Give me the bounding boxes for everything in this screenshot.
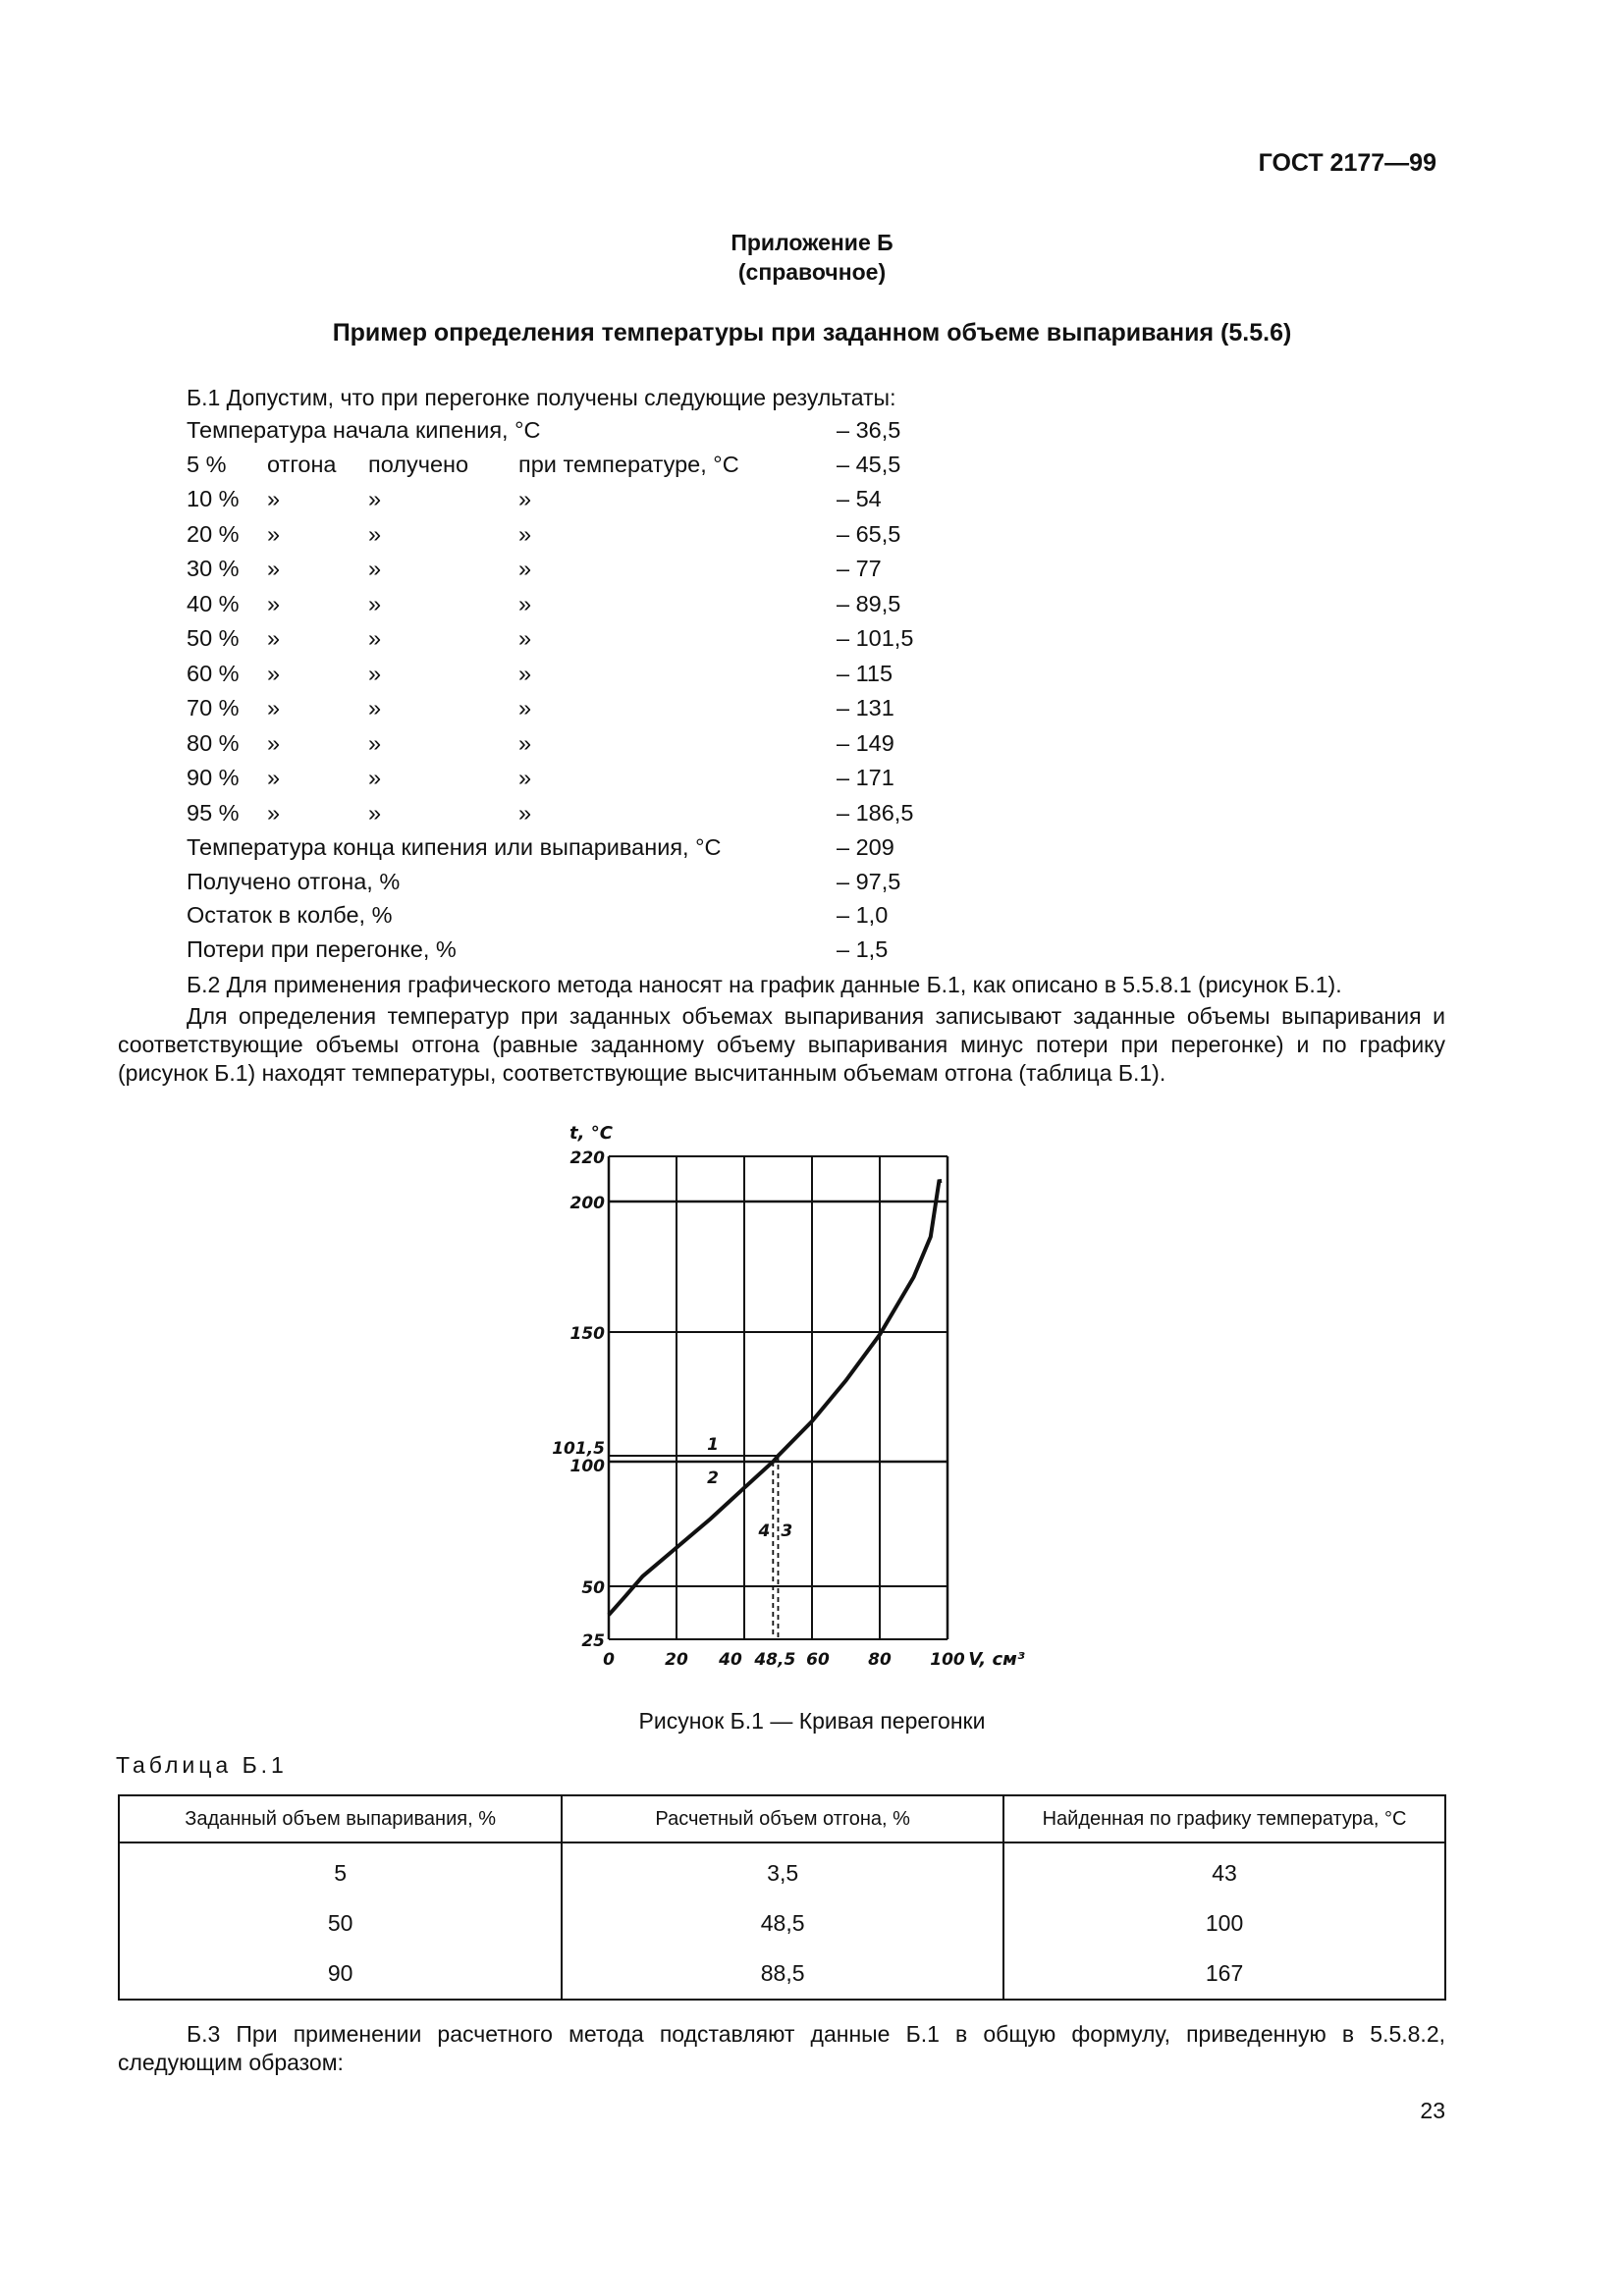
- x-tick-label: 40: [719, 1650, 742, 1670]
- table-header-row: [119, 1795, 1445, 1842]
- distillation-chart: [545, 1114, 1036, 1683]
- ditto-mark: »: [368, 556, 382, 581]
- ditto-mark: »: [518, 520, 532, 547]
- curve-annotation-label: 2: [707, 1468, 719, 1488]
- result-label: Температура конца кипения или выпаривания, °С: [187, 834, 722, 860]
- result-value: – 115: [837, 660, 893, 686]
- ditto-mark: »: [518, 556, 532, 581]
- table-header: Расчетный объем отгона, %: [562, 1795, 1003, 1842]
- result-value: – 77: [837, 556, 882, 581]
- table-caption: Таблица Б.1: [116, 1752, 288, 1778]
- x-tick-label: 48,5: [754, 1650, 796, 1670]
- ditto-mark: »: [368, 799, 382, 826]
- ditto-mark: »: [368, 486, 382, 511]
- result-value: – 97,5: [837, 868, 901, 894]
- figure-caption: Рисунок Б.1 — Кривая перегонки: [638, 1708, 986, 1734]
- table-cell: 3,5: [562, 1842, 1003, 1898]
- ditto-mark: »: [518, 625, 532, 651]
- curve-annotation-label: 1: [707, 1435, 719, 1455]
- result-value: – 65,5: [837, 520, 901, 547]
- result-label: Потери при перегонке, %: [187, 935, 457, 962]
- x-axis-label: V, см³: [968, 1649, 1025, 1670]
- results-table: [118, 1794, 1446, 2001]
- table-cell: 5: [119, 1842, 562, 1898]
- ditto-mark: »: [518, 729, 532, 756]
- x-tick-label: 100: [930, 1650, 965, 1670]
- ditto-mark: »: [267, 765, 281, 790]
- result-pct: 10 %: [187, 486, 240, 511]
- result-pct: 20 %: [187, 520, 240, 547]
- ditto-mark: »: [368, 765, 382, 790]
- result-value: – 54: [837, 486, 882, 511]
- table-header: Заданный объем выпаривания, %: [119, 1795, 562, 1842]
- ditto-mark: »: [368, 729, 382, 756]
- result-value: – 171: [837, 765, 894, 790]
- table-cell: 43: [1003, 1842, 1445, 1898]
- ditto-mark: »: [368, 660, 382, 686]
- result-value: – 186,5: [837, 799, 914, 826]
- curve-annotation-label: 4: [758, 1522, 771, 1542]
- ditto-mark: »: [368, 625, 382, 651]
- x-tick-label: 20: [665, 1650, 688, 1670]
- table-cell: 90: [119, 1949, 562, 2000]
- page-number: 23: [1420, 2098, 1445, 2123]
- result-label: Получено отгона, %: [187, 868, 401, 894]
- result-value: – 45,5: [837, 452, 901, 477]
- table-cell: 167: [1003, 1949, 1445, 2000]
- result-pct: 70 %: [187, 695, 240, 721]
- ditto-mark: »: [518, 765, 532, 790]
- y-tick-label: 150: [569, 1324, 605, 1344]
- chart-labels: [552, 1123, 1025, 1670]
- ditto-mark: »: [518, 799, 532, 826]
- y-axis-label: t, °C: [569, 1123, 613, 1144]
- section-title: Пример определения температуры при заданном объеме выпаривания (5.5.6): [332, 319, 1292, 347]
- table-cell: 88,5: [562, 1949, 1003, 2000]
- ditto-mark: »: [267, 625, 281, 651]
- result-value: – 131: [837, 695, 894, 721]
- table-header: Найденная по графику температура, °С: [1003, 1795, 1445, 1842]
- result-label: Температура начала кипения, °С: [187, 417, 541, 443]
- paragraph-b1: Б.1 Допустим, что при перегонке получены следующие результаты:: [187, 385, 896, 410]
- appendix-title: [0, 228, 1624, 287]
- result-pct: 30 %: [187, 556, 240, 581]
- paragraph-b2-first: Б.2 Для применения графического метода наносят на график данные Б.1, как описано в 5.5.8.1 (рисунок Б.1).: [187, 972, 1342, 997]
- table-cell: 50: [119, 1898, 562, 1949]
- curve-annotation-label: 3: [781, 1522, 793, 1542]
- ditto-mark: »: [267, 590, 281, 616]
- result-pct: 95 %: [187, 799, 240, 826]
- result-pct: 80 %: [187, 729, 240, 756]
- x-tick-label: 60: [806, 1650, 830, 1670]
- appendix-subtitle: (справочное): [737, 259, 887, 285]
- ditto-mark: »: [518, 486, 532, 511]
- ditto-mark: »: [267, 486, 281, 511]
- ditto-mark: »: [518, 590, 532, 616]
- ditto-mark: »: [267, 660, 281, 686]
- ditto-mark: »: [267, 520, 281, 547]
- paragraph-b2-second: Для определения температур при заданных объемах выпаривания записывают заданные объемы выпаривания и соответствующие объемы отгона (равные заданному объему выпаривания минус потери при перегонке) и по графику (рисунок Б.1) находят температуры, соответствующие высчитанным объемам отгона (таблица Б.1).: [118, 1003, 1445, 1086]
- ditto-mark: »: [267, 695, 281, 721]
- paragraph-b3: Б.3 При применении расчетного метода подставляют данные Б.1 в общую формулу, приведенную в 5.5.8.2, следующим образом:: [118, 2021, 1445, 2075]
- y-tick-label: 25: [581, 1631, 605, 1651]
- chart-grid: [609, 1156, 947, 1639]
- y-tick-label: 200: [569, 1194, 605, 1213]
- result-value: – 1,0: [837, 902, 889, 928]
- ditto-mark: »: [368, 590, 382, 616]
- appendix-label: Приложение Б: [731, 230, 893, 255]
- ditto-mark: »: [518, 660, 532, 686]
- result-col-obtained: получено: [368, 452, 469, 477]
- y-tick-label: 101,5: [552, 1439, 605, 1459]
- result-value: – 89,5: [837, 590, 901, 616]
- chart-reference-lines: [609, 1456, 779, 1639]
- y-tick-label: 220: [569, 1148, 605, 1168]
- ditto-mark: »: [368, 695, 382, 721]
- result-pct: 60 %: [187, 660, 240, 686]
- result-value: – 36,5: [837, 417, 901, 443]
- table-cell: 100: [1003, 1898, 1445, 1949]
- result-pct: 50 %: [187, 625, 240, 651]
- result-pct: 5 %: [187, 452, 227, 477]
- ditto-mark: »: [518, 695, 532, 721]
- x-tick-label: 80: [868, 1650, 892, 1670]
- y-tick-label: 50: [581, 1578, 605, 1598]
- table-row: [119, 1842, 1445, 1898]
- table-row: [119, 1949, 1445, 2000]
- table-cell: 48,5: [562, 1898, 1003, 1949]
- result-value: – 1,5: [837, 935, 889, 962]
- ditto-mark: »: [267, 729, 281, 756]
- result-label: Остаток в колбе, %: [187, 902, 393, 928]
- ditto-mark: »: [267, 556, 281, 581]
- result-col-temperature: при температуре, °С: [518, 452, 739, 477]
- result-value: – 149: [837, 729, 894, 756]
- y-tick-label: 100: [569, 1457, 605, 1476]
- result-value: – 209: [837, 834, 894, 860]
- ditto-mark: »: [267, 799, 281, 826]
- document-code: ГОСТ 2177—99: [1258, 149, 1436, 177]
- x-tick-label: 0: [603, 1650, 615, 1670]
- result-pct: 90 %: [187, 765, 240, 790]
- ditto-mark: »: [368, 520, 382, 547]
- distillation-curve: [609, 1181, 942, 1615]
- result-col-distillate: отгона: [267, 452, 337, 477]
- result-value: – 101,5: [837, 625, 914, 651]
- result-pct: 40 %: [187, 590, 240, 616]
- table-row: [119, 1898, 1445, 1949]
